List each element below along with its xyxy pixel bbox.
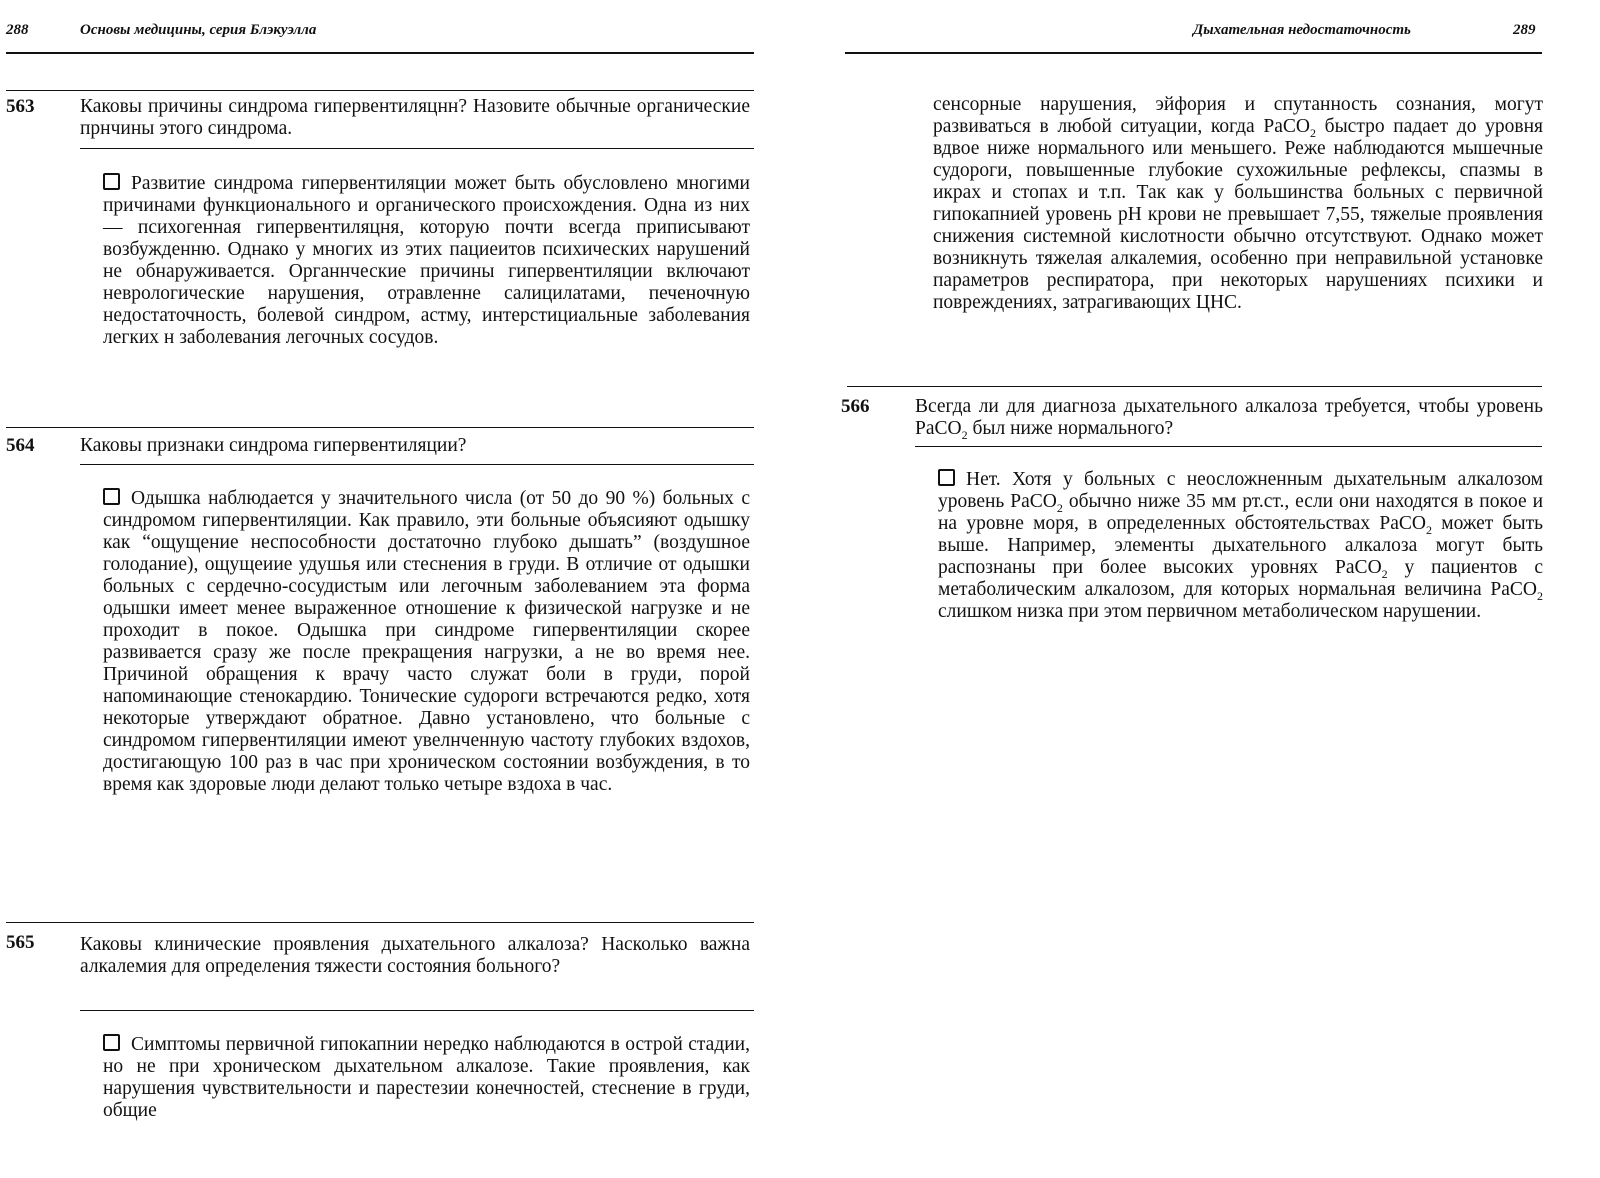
q566-number: 566 <box>841 396 870 417</box>
q563-answer-text: Развитие синдрома гипервентиляции может быть обусловлено многими причинами функционального и органического происхождения. Одна из них — психогенная гипервентиляцня, которую почти всегда приписывают возбужденню. Однако у многих из этих пациеитов психических нарушений не обнаруживается. Органнческие причины гипервентиляции включают неврологические нарушения, отравленне салицилатами, печеночную недостаточность, болевой синдром, астму, интерстициальные заболевания легких н заболевания легочных сосудов. <box>103 173 750 348</box>
q565-question-rule <box>80 1010 754 1011</box>
q565-question: Каковы клинические проявления дыхательного алкалоза? Насколько важна алкалемия для определения тяжести состояния больного? <box>80 934 750 977</box>
q564-question: Каковы признаки синдрома гипервентиляции? <box>80 435 467 456</box>
q563-top-rule <box>6 90 754 91</box>
q566-answer: Нет. Хотя у больных с неосложненным дыхательным алкалозом уровень PaCO$_2$ обычно ниже 35 мм рт.ст., если они находятся в покое и на уровне моря, в определенных обстоятельствах PaCO$_2$ может быть выше. Например, элементы дыхательного алкалоза могут быть распознаны при более высоких уровнях PaCO$_2$ у пациентов с метаболическим алкалозом, для которых нормальная величина PaCO$_2$ слишком низка при этом первичном метаболическом нарушении. <box>938 469 1544 622</box>
answer-box-icon <box>103 488 120 505</box>
q565-answer <box>103 1034 750 1122</box>
q564-answer-text: Одышка наблюдается у значительного числа (от 50 до 90 %) больных с синдромом гипервентиляции. Как правило, эти больные объясияют одышку как “ощущение неспособности достаточно глубоко дышать” (воздушное голодание), ощущеиие удушья или стеснения в груди. В отличие от одышки больных с сердечно-сосудистым или легочным заболеванием эта форма одышки имеет менее выраженное отношение к физической нагрузке и не проходит в покое. Одышка при синдроме гипервентиляции скорее развивается сразу же после прекращения нагрузки, а не во время нее. Причиной обращения к врачу часто служат боли в груди, порой напоминающие стенокардию. Тонические судороги встречаются редко, хотя некоторые утверждают обратное. Давно установлено, что больные с синдромом гипервентиляции имеют увелнченную частоту глубоких вздохов, достигающую 100 раз в час при хроническом состоянии возбуждения, в то время как здоровые люди делают только четыре вздоха в час. <box>103 488 750 795</box>
left-page-number: 288 <box>6 22 29 38</box>
q563-question-rule <box>80 148 754 149</box>
q566-question: Всегда ли для диагноза дыхательного алкалоза требуется, чтобы уровень PaCO$_2$ был ниже нормального? <box>915 396 1543 442</box>
q564-number: 564 <box>6 435 35 456</box>
q566-question-rule <box>915 446 1542 447</box>
q565-answer-text: Симптомы первичной гипокапнии нередко наблюдаются в острой стадии, но не при хроническом дыхательном алкалозе. Такие проявления, как нарушения чувствительности и парестезии конечностей, стеснение в груди, общие <box>103 1034 750 1121</box>
right-running-head <box>865 22 1600 44</box>
answer-box-icon <box>103 173 120 190</box>
q565-number: 565 <box>6 932 35 953</box>
q564-top-rule <box>6 427 754 428</box>
answer-box-icon <box>938 469 955 486</box>
right-page <box>841 0 1600 1178</box>
q563-number: 563 <box>6 96 35 117</box>
q566-top-rule <box>847 386 1542 387</box>
left-page <box>0 0 770 1178</box>
continued-answer-565: сенсорные нарушения, эйфория и спутанность сознания, могут развиваться в любой ситуации, когда PaCO$_2$ быстро падает до уровня вдвое ниже нормального или меньшего. Реже наблюдаются мышечные судороги, повышенные глубокие сухожильные рефлексы, спазмы в икрах и стопах и т.п. Так как у большинства больных с первичной гипокапнией уровень pH крови не превышает 7,55, тяжелые проявления снижения системной кислотности обычно отсутствуют. Однако может возникнуть тяжелая алкалемия, особенно при неправильной установке параметров респиратора, при некоторых нарушениях психики и повреждениях, затрагивающих ЦНС. <box>933 94 1543 313</box>
right-page-number: 289 <box>1513 22 1536 38</box>
left-running-head <box>0 22 770 44</box>
answer-box-icon <box>103 1034 120 1051</box>
q563-question: Каковы причины синдрома гипервентиляцнн? Назовите обычные органические прнчины этого синдрома. <box>80 96 750 139</box>
right-running-title: Дыхательная недостаточность <box>1193 22 1411 38</box>
right-header-rule <box>845 52 1542 54</box>
q565-top-rule <box>6 922 754 923</box>
q563-answer <box>103 173 750 349</box>
q564-answer <box>103 488 750 796</box>
q564-question-rule <box>80 464 754 465</box>
left-running-title: Основы медицины, серия Блэкуэлла <box>80 22 317 38</box>
left-header-rule <box>6 52 754 54</box>
